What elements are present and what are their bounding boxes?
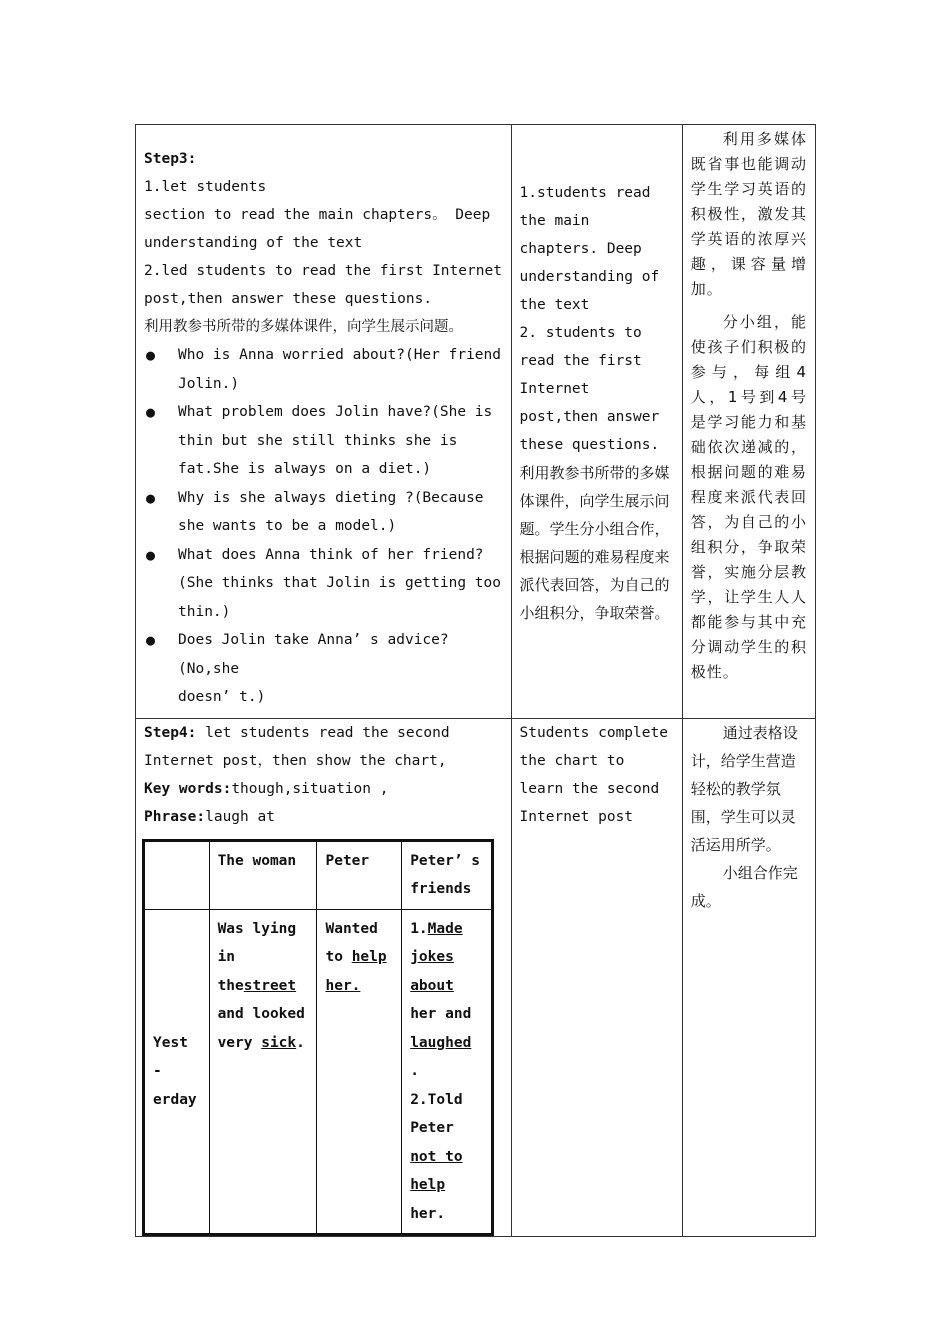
bullet-icon: ● [146,488,156,507]
bullet-icon: ● [146,403,156,421]
list-item: ● What problem does Jolin have?(She is thin but she still thinks she is fat.She is always on a diet.) [144,398,503,484]
step4-student-cell [511,718,682,1237]
lesson-plan-table [135,124,816,1237]
intent-text: 小组合作完成。 [690,863,798,910]
step4-title: Step4: [144,724,197,741]
step4-procedure-cell [136,718,512,1237]
student-activity-text: Students complete the chart to learn the second Internet post [519,724,668,825]
peter-cell: Wanted to help her. [317,909,402,1235]
row-label: Yest - erday [144,909,210,1235]
chart-header: Peter [317,840,402,909]
step3-line: 1.let students [144,179,267,195]
list-item: ● Does Jolin take Anna’ s advice?(No,she doesn’ t.) [144,626,503,712]
step3-title: Step3: [144,151,197,167]
bullet-icon: ● [146,545,156,564]
list-item: ● Who is Anna worried about?(Her friend Jolin.) [144,341,503,398]
situation-chart [142,839,494,1237]
intent-text: 利用多媒体既省事也能调动学生学习英语的积极性，激发其学英语的浓厚兴趣，课容量增加。 [690,130,807,298]
step4-intent-cell [682,718,815,1237]
intent-text: 分小组，能使孩子们积极的参与，每组4人，1号到4号是学习能力和基础依次递减的，根据问题的难易程度来派代表回答，为自己的小组积分，争取荣誉，实施分层教学，让学生人人都能参与其中充分调动学生的积极性。 [690,313,807,681]
step3-intent-cell [682,125,815,719]
step4-intro: Internet post，then show the chart, [144,752,447,769]
step3-line-zh: 利用教参书所带的多媒体课件，向学生展示问题。 [144,319,463,335]
step3-line: 2.led students to read the first Internet [144,263,502,279]
step3-line: understanding of the text [144,235,363,251]
bullet-icon: ● [146,631,156,649]
student-activity-text: 2. students to read the first Internet post,then answer these questions. [519,325,660,453]
chart-header: Peter’ s friends [402,840,493,909]
student-activity-text: 利用教参书所带的多媒体课件，向学生展示问题。学生分小组合作，根据问题的难易程度来派代表回答，为自己的小组积分，争取荣誉。 [519,464,670,622]
student-activity-text: 1.students read the main chapters. Deep understanding of the text [519,185,660,313]
list-item: ● What does Anna think of her friend? (She thinks that Jolin is getting too thin.) [144,541,503,627]
bullet-icon: ● [146,346,156,364]
chart-row [144,909,493,1235]
step3-line: section to read the main chapters。 Deep [144,207,491,223]
question-list [144,341,503,712]
intent-text: 通过表格设计，给学生营造轻松的教学氛围，学生可以灵活运用所学。 [690,723,798,854]
step3-student-cell [511,125,682,719]
step3-procedure-cell [136,125,512,719]
chart-header-row [144,840,493,909]
woman-cell: Was lying in thestreet and looked very sick. [209,909,317,1235]
list-item: ● Why is she always dieting ?(Because she wants to be a model.) [144,484,503,541]
keywords-label: Key words: [144,780,232,797]
step3-line: post,then answer these questions. [144,291,433,307]
friends-cell: 1.Made jokes about her and laughed . 2.Told Peter not to help her. [402,909,493,1235]
step4-intro: let students read the second [196,724,450,741]
step3-row [136,125,816,719]
keywords-value: though,situation , [231,780,389,797]
step4-row [136,718,816,1237]
chart-header [144,840,210,909]
phrase-value: laugh at [205,808,275,825]
chart-header: The woman [209,840,317,909]
phrase-label: Phrase: [144,808,206,825]
